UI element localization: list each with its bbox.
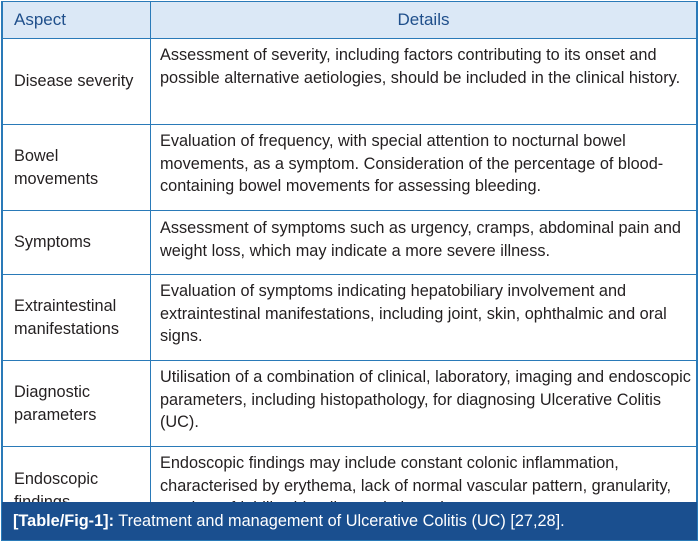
table-figure: [1, 1, 698, 541]
aspect-cell: Symptoms: [3, 211, 151, 275]
caption-label: [Table/Fig-1]:: [13, 512, 114, 530]
table-row: [3, 361, 697, 447]
caption-text: Treatment and management of Ulcerative Colitis (UC) [27,28].: [114, 512, 565, 530]
details-cell: Evaluation of frequency, with special attention to nocturnal bowel movements, as a symptom. Consideration of the percentage of blood-containing bowel movements for assessing bleeding.: [151, 125, 697, 211]
aspects-table: [2, 2, 697, 535]
details-cell: Assessment of severity, including factors contributing to its onset and possible alternative aetiologies, should be included in the clinical history.: [151, 39, 697, 125]
table-row: [3, 125, 697, 211]
aspect-cell: Disease severity: [3, 39, 151, 125]
details-cell: Evaluation of symptoms indicating hepatobiliary involvement and extraintestinal manifestations, including joint, skin, ophthalmic and oral signs.: [151, 275, 697, 361]
table-row: [3, 39, 697, 125]
figure-caption: [2, 502, 697, 540]
aspect-cell: Endoscopic: [3, 447, 151, 535]
table-row: [3, 275, 697, 361]
details-cell: Endoscopic findings may include constant colonic inflammation, characterised by erythema, lack of normal vascular pattern, granularity,: [151, 447, 697, 535]
details-cell: Assessment of symptoms such as urgency, cramps, abdominal pain and weight loss, which may indicate a more severe illness.: [151, 211, 697, 275]
details-cell: Utilisation of a combination of clinical, laboratory, imaging and endoscopic parameters, including histopathology, for diagnosing Ulcerative Colitis (UC).: [151, 361, 697, 447]
aspect-cell: Diagnostic parameters: [3, 361, 151, 447]
aspect-cell: Bowel movements: [3, 125, 151, 211]
column-header-aspect: Aspect: [3, 2, 151, 39]
table-row: [3, 211, 697, 275]
column-header-details: Details: [151, 2, 697, 39]
table-header-row: [3, 2, 697, 39]
aspect-cell: Extraintestinal manifestations: [3, 275, 151, 361]
